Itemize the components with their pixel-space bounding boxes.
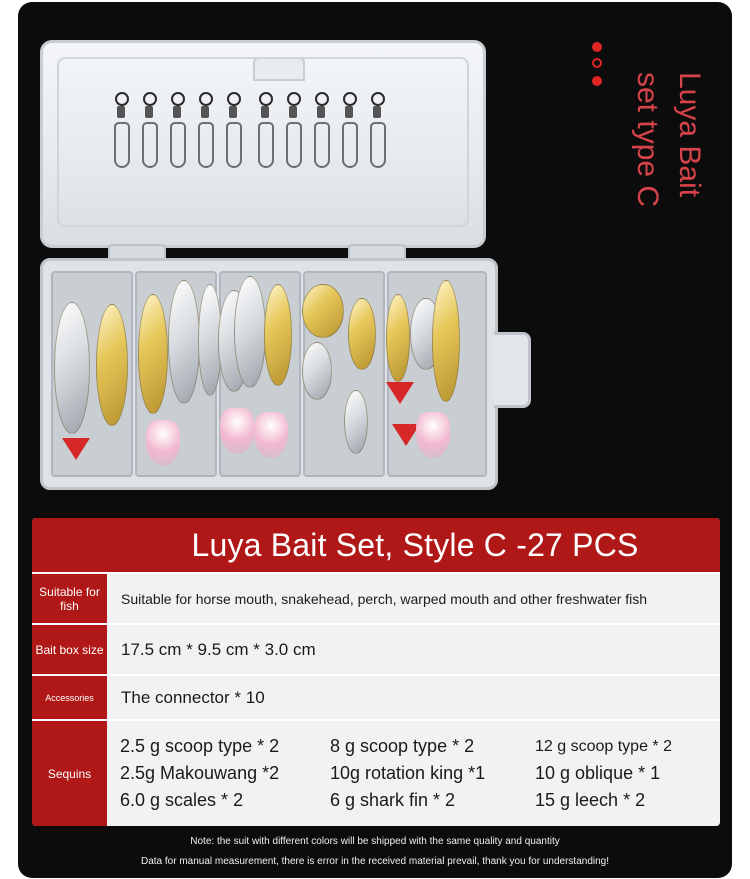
footer-note: Note: the suit with different colors will be shipped with the same quality and quantity — [190, 836, 560, 847]
spoon-lure — [96, 304, 128, 426]
decorative-dots — [592, 40, 606, 90]
swivel-connector — [198, 92, 212, 166]
spoon-lure — [234, 276, 266, 388]
spoon-lure — [302, 284, 344, 338]
swivel-connector — [170, 92, 184, 166]
spoon-lure — [386, 294, 410, 382]
sequin-item: 2.5g Makouwang *2 — [120, 763, 280, 783]
sequins-list — [120, 721, 720, 826]
spec-row-size — [32, 625, 720, 674]
sequin-item: 12 g scoop type * 2 — [535, 738, 672, 755]
swivel-connector — [258, 92, 272, 166]
swivel-connector — [286, 92, 300, 166]
spec-value: 17.5 cm * 9.5 cm * 3.0 cm — [107, 625, 720, 674]
spec-value: Suitable for horse mouth, snakehead, perch, warped mouth and other freshwater fish — [107, 574, 720, 623]
spec-label: Suitable for fish — [32, 574, 107, 623]
spoon-lure — [344, 390, 368, 454]
sequin-item: 15 g leech * 2 — [535, 790, 646, 810]
spec-table-header — [32, 518, 720, 572]
feather-treble-hook — [146, 420, 180, 466]
dot-icon — [592, 42, 602, 52]
footer-note: Data for manual measurement, there is error in the received material prevail, thank you for understanding! — [140, 856, 609, 867]
sequin-item: 2.5 g scoop type * 2 — [120, 736, 280, 756]
feather-treble-hook — [254, 412, 288, 458]
spoon-lure — [138, 294, 168, 414]
spec-table-title: Luya Bait Set, Style C -27 PCS — [191, 526, 639, 563]
spec-row-fish — [32, 574, 720, 623]
swivel-connector — [314, 92, 328, 166]
spoon-lure — [54, 302, 90, 434]
side-title — [616, 72, 706, 242]
spec-row-accessories — [32, 676, 720, 719]
spec-label: Sequins — [32, 721, 107, 826]
feather-treble-hook — [220, 408, 254, 454]
side-title-line2: set type C — [631, 72, 664, 208]
swivel-connector — [370, 92, 384, 166]
spoon-lure — [302, 342, 332, 400]
spec-value: The connector * 10 — [107, 676, 720, 719]
side-title-line1: Luya Bait — [673, 72, 706, 198]
spec-label: Accessories — [32, 676, 107, 719]
swivel-connector — [226, 92, 240, 166]
tray-latch-tab — [494, 332, 531, 408]
spoon-lure — [168, 280, 200, 404]
sequin-item: 6.0 g scales * 2 — [120, 790, 244, 810]
sequin-item: 6 g shark fin * 2 — [330, 790, 456, 810]
shark-fin-lure — [62, 438, 90, 460]
spec-label: Bait box size — [32, 625, 107, 674]
dot-icon — [592, 58, 602, 68]
sequin-item: 10 g oblique * 1 — [535, 763, 661, 783]
shark-fin-lure — [386, 382, 414, 404]
swivel-connector — [114, 92, 128, 166]
spec-row-sequins — [32, 721, 720, 826]
swivel-connector — [342, 92, 356, 166]
product-panel — [18, 2, 732, 878]
tackle-box-image — [18, 2, 732, 510]
spoon-lure — [264, 284, 292, 386]
spec-table — [32, 518, 720, 826]
sequin-item: 8 g scoop type * 2 — [330, 736, 475, 756]
spoon-lure — [432, 280, 460, 402]
sequin-item: 10g rotation king *1 — [330, 763, 486, 783]
spoon-lure — [348, 298, 376, 370]
dot-icon — [592, 76, 602, 86]
swivel-connector — [142, 92, 156, 166]
feather-treble-hook — [416, 412, 450, 458]
